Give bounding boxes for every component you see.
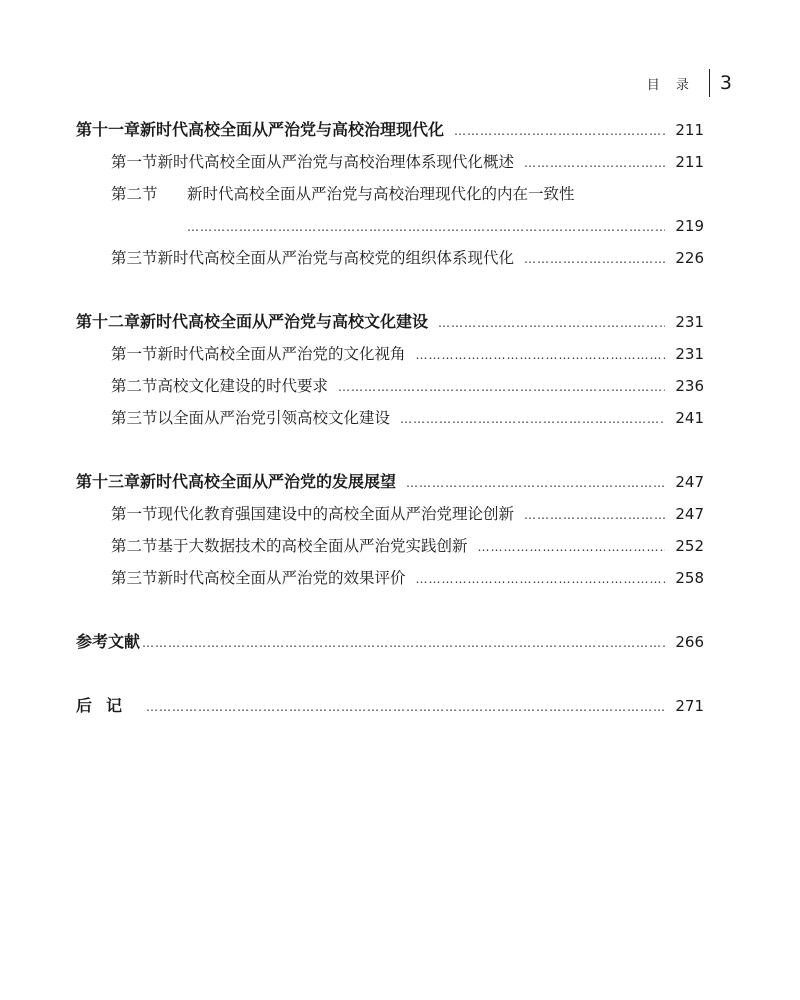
page-number: 236 xyxy=(675,377,704,395)
page-number: 211 xyxy=(675,153,704,171)
leader-dots xyxy=(524,243,665,275)
spacer xyxy=(76,594,704,626)
header-label: 目 录 xyxy=(646,77,695,93)
references-title: 参考文献 xyxy=(76,632,141,651)
section-title: 新时代高校全面从严治党的文化视角 xyxy=(157,345,406,363)
toc-section-13-2[interactable] xyxy=(76,530,704,562)
chapter-title: 新时代高校全面从严治党的发展展望 xyxy=(140,472,397,491)
page-number: 231 xyxy=(675,313,704,331)
chapter-number: 第十三章 xyxy=(76,472,141,491)
section-number: 第二节 xyxy=(111,537,158,555)
page-number: 226 xyxy=(675,249,704,267)
leader-dots xyxy=(187,211,665,243)
leader-dots xyxy=(524,147,665,179)
page-header xyxy=(647,68,732,98)
section-number: 第一节 xyxy=(111,345,158,363)
section-title: 基于大数据技术的高校全面从严治党实践创新 xyxy=(157,537,468,555)
toc-afterword[interactable] xyxy=(76,690,704,722)
section-title: 新时代高校全面从严治党与高校党的组织体系现代化 xyxy=(157,249,515,267)
toc-section-11-2-continuation[interactable] xyxy=(76,210,704,242)
leader-dots xyxy=(438,307,665,339)
section-title: 高校文化建设的时代要求 xyxy=(157,377,329,395)
page-number: 241 xyxy=(675,409,704,427)
section-number: 第二节 xyxy=(111,185,158,203)
page-number: 258 xyxy=(675,569,704,587)
leader-dots xyxy=(454,115,665,147)
leader-dots xyxy=(400,403,665,435)
page-number: 252 xyxy=(675,537,704,555)
toc-section-12-3[interactable] xyxy=(76,402,704,434)
section-number: 第三节 xyxy=(111,569,158,587)
section-number: 第一节 xyxy=(111,505,158,523)
section-title: 新时代高校全面从严治党与高校治理现代化的内在一致性 xyxy=(187,185,575,203)
section-number: 第一节 xyxy=(111,153,158,171)
page-number: 211 xyxy=(675,121,704,139)
leader-dots xyxy=(416,339,666,371)
leader-dots xyxy=(524,499,665,531)
page-number: 266 xyxy=(675,633,704,651)
toc-section-13-1[interactable] xyxy=(76,498,704,530)
leader-dots xyxy=(142,627,665,659)
leader-dots xyxy=(478,531,666,563)
toc-chapter-11[interactable] xyxy=(76,114,704,146)
spacer xyxy=(76,434,704,466)
section-title: 新时代高校全面从严治党与高校治理体系现代化概述 xyxy=(157,153,515,171)
spacer xyxy=(76,658,704,690)
leader-dots xyxy=(416,563,666,595)
page-number: 271 xyxy=(675,697,704,715)
spacer xyxy=(76,274,704,306)
section-number: 第三节 xyxy=(111,249,158,267)
leader-dots xyxy=(146,691,665,723)
page-number: 231 xyxy=(675,345,704,363)
header-page-number: 3 xyxy=(719,72,732,94)
toc-section-11-1[interactable] xyxy=(76,146,704,178)
toc-references[interactable] xyxy=(76,626,704,658)
section-number: 第三节 xyxy=(111,409,158,427)
toc-section-12-1[interactable] xyxy=(76,338,704,370)
section-title: 新时代高校全面从严治党的效果评价 xyxy=(157,569,406,587)
toc-section-11-2[interactable] xyxy=(76,178,704,210)
toc-section-11-3[interactable] xyxy=(76,242,704,274)
chapter-number: 第十二章 xyxy=(76,312,141,331)
page-number: 247 xyxy=(675,505,704,523)
leader-dots xyxy=(406,467,665,499)
toc-chapter-12[interactable] xyxy=(76,306,704,338)
toc-chapter-13[interactable] xyxy=(76,466,704,498)
chapter-title: 新时代高校全面从严治党与高校治理现代化 xyxy=(140,120,445,139)
header-divider xyxy=(709,69,710,97)
chapter-title: 新时代高校全面从严治党与高校文化建设 xyxy=(140,312,429,331)
table-of-contents xyxy=(76,114,704,722)
section-number: 第二节 xyxy=(111,377,158,395)
toc-section-12-2[interactable] xyxy=(76,370,704,402)
section-title: 现代化教育强国建设中的高校全面从严治党理论创新 xyxy=(157,505,515,523)
page-number: 247 xyxy=(675,473,704,491)
chapter-number: 第十一章 xyxy=(76,120,141,139)
page-number: 219 xyxy=(675,217,704,235)
toc-section-13-3[interactable] xyxy=(76,562,704,594)
afterword-title: 后记 xyxy=(76,696,137,715)
leader-dots xyxy=(338,371,665,403)
section-title: 以全面从严治党引领高校文化建设 xyxy=(157,409,391,427)
